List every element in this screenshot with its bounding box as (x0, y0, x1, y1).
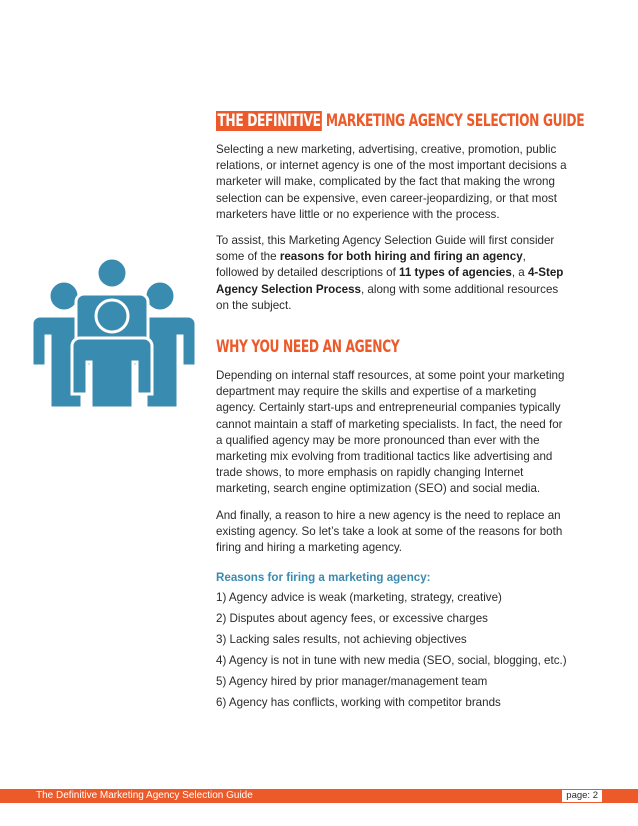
list-item: 3) Lacking sales results, not achieving objectives (216, 633, 467, 647)
reasons-subheading: Reasons for firing a marketing agency: (216, 571, 431, 585)
why-paragraph-2: And finally, a reason to hire a new agency is the need to replace an existing agency. So let’s take a look at some of the reasons for both firing and hiring a marketing agency. (216, 508, 563, 555)
footer-bar (0, 789, 638, 803)
list-item: 2) Disputes about agency fees, or excessive charges (216, 612, 488, 626)
title-highlight: THE DEFINITIVE (217, 111, 321, 131)
people-group-icon (24, 256, 200, 408)
overview-bold-2: 11 types of agencies (399, 266, 512, 280)
page-title (216, 110, 585, 132)
overview-text-1: To assist, this Marketing Agency Selection Guide will first consider some of the (216, 234, 555, 264)
overview-bold-1: reasons for both hiring and firing an agency (279, 250, 523, 264)
page-number: page: 2 (562, 790, 602, 802)
why-paragraph-1: Depending on internal staff resources, at some point your marketing department may require the skills and expertise of a marketing agency. Certainly start-ups and entrepreneurial companies typically cannot maintain a staff of marketing specialists. In fact, the need for a qualified agency may be more pronounced than ever with the marketing mix evolving from traditional tactics like advertising and trade shows, to more emphasis on rapidly changing Internet marketing, search engine optimization (SEO) and social media. (216, 369, 565, 496)
main-content (216, 110, 585, 716)
list-item: 1) Agency advice is weak (marketing, strategy, creative) (216, 591, 502, 605)
overview-text-3: , a (511, 266, 528, 280)
guide-overview-paragraph (216, 233, 568, 314)
list-item: 5) Agency hired by prior manager/management team (216, 675, 488, 689)
section-heading-why: WHY YOU NEED AN AGENCY (216, 337, 400, 358)
list-item: 6) Agency has conflicts, working with competitor brands (216, 696, 501, 710)
title-rest: MARKETING AGENCY SELECTION GUIDE (322, 111, 585, 131)
reasons-list (216, 590, 568, 711)
footer-title: The Definitive Marketing Agency Selection Guide (36, 790, 253, 801)
list-item: 4) Agency is not in tune with new media (SEO, social, blogging, etc.) (216, 654, 567, 668)
overview-bold-3: 4-Step Agency Selection Process (216, 266, 564, 296)
overview-text-4: , along with some additional resources on the subject. (216, 282, 559, 312)
intro-paragraph: Selecting a new marketing, advertising, creative, promotion, public relations, or internet agency is one of the most important decisions a marketer will make, complicated by the fact that making the wrong selection can be expensive, even career-jeopardizing, or that most marketers have little or no experience with the process. (216, 143, 567, 221)
overview-text-2: , followed by detailed descriptions of (216, 250, 526, 280)
